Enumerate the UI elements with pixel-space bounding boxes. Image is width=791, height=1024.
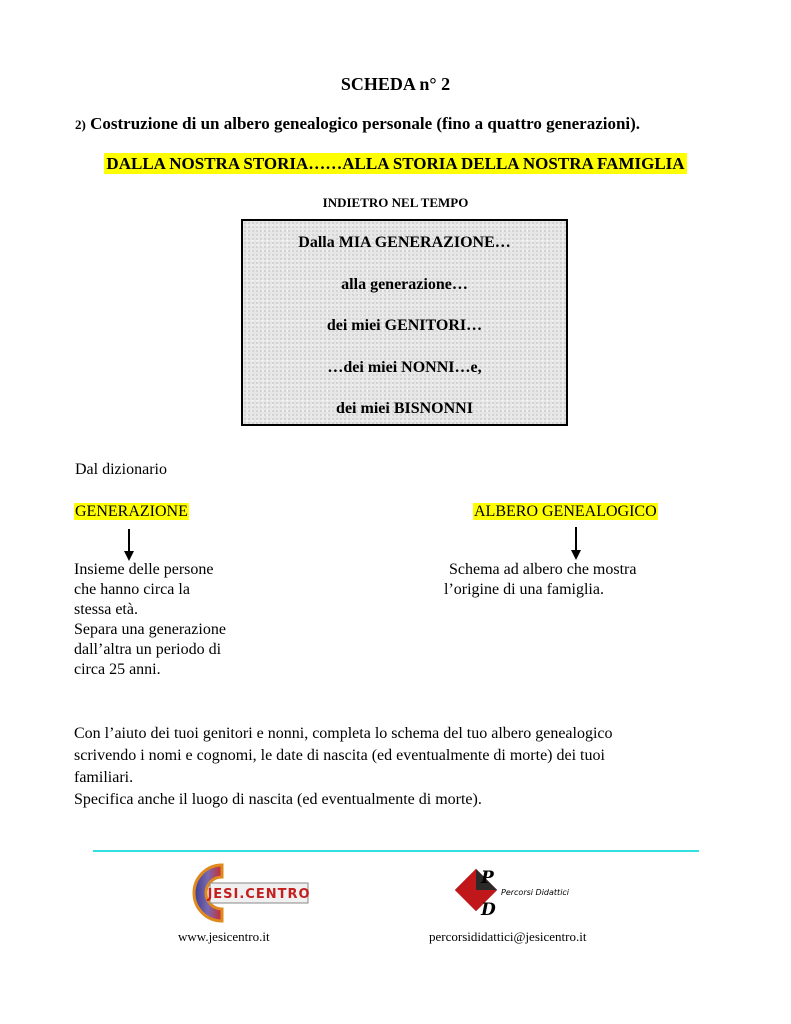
box-line: dei miei GENITORI… bbox=[326, 317, 483, 334]
box-line: …dei miei NONNI…e, bbox=[327, 359, 482, 376]
percorsi-didattici-logo bbox=[453, 863, 593, 919]
instruction-line: Con l’aiuto dei tuoi genitori e nonni, completa lo schema del tuo albero genealogico bbox=[74, 725, 613, 742]
instruction-line: familiari. bbox=[74, 769, 134, 786]
email-link[interactable]: percorsididattici@jesicentro.it bbox=[429, 929, 587, 944]
term-albero-label: ALBERO GENEALOGICO bbox=[474, 503, 657, 520]
footer-divider bbox=[93, 850, 699, 852]
box-line: dei miei BISNONNI bbox=[336, 400, 473, 417]
page-title: SCHEDA n° 2 bbox=[340, 74, 451, 94]
instruction-line: Specifica anche il luogo di nascita (ed eventualmente di morte). bbox=[74, 791, 482, 808]
instructions-paragraph bbox=[74, 723, 613, 811]
definition-line: dall’altra un periodo di bbox=[74, 641, 222, 658]
arrow-down-icon bbox=[571, 550, 581, 560]
jesicentro-logo bbox=[186, 861, 312, 925]
highlight-banner bbox=[0, 154, 791, 174]
arrow-down-icon bbox=[575, 527, 577, 550]
term-generazione-label: GENERAZIONE bbox=[75, 503, 188, 520]
definition-line: Schema ad albero che mostra bbox=[449, 561, 637, 578]
definition-line: circa 25 anni. bbox=[74, 661, 161, 678]
section-number: 2) bbox=[75, 117, 86, 132]
definition-line: Insieme delle persone bbox=[74, 561, 214, 578]
svg-text:P: P bbox=[481, 868, 494, 888]
svg-text:JESI.CENTRO: JESI.CENTRO bbox=[207, 887, 311, 902]
dictionary-label: Dal dizionario bbox=[75, 461, 167, 478]
box-line: alla generazione… bbox=[341, 276, 468, 293]
definition-generazione bbox=[74, 560, 226, 680]
arrow-down-icon bbox=[128, 529, 130, 551]
website-link[interactable]: www.jesicentro.it bbox=[178, 929, 270, 944]
instruction-line: scrivendo i nomi e cognomi, le date di nascita (ed eventualmente di morte) dei tuoi bbox=[74, 747, 605, 764]
definition-line: l’origine di una famiglia. bbox=[444, 581, 604, 598]
term-albero bbox=[473, 503, 658, 521]
svg-text:Percorsi Didattici: Percorsi Didattici bbox=[501, 888, 570, 897]
definition-line: Separa una generazione bbox=[74, 621, 226, 638]
section-heading bbox=[75, 114, 640, 134]
term-generazione bbox=[74, 503, 189, 521]
definition-albero bbox=[444, 560, 636, 600]
box-line: Dalla MIA GENERAZIONE… bbox=[298, 234, 511, 251]
banner-text: DALLA NOSTRA STORIA……ALLA STORIA DELLA NOSTRA FAMIGLIA bbox=[106, 154, 685, 173]
section-heading-text: Costruzione di un albero genealogico personale (fino a quattro generazioni). bbox=[85, 114, 641, 133]
generations-box bbox=[241, 219, 568, 426]
kicker-text: INDIETRO NEL TEMPO bbox=[322, 195, 469, 210]
definition-line: che hanno circa la bbox=[74, 581, 190, 598]
svg-text:D: D bbox=[481, 900, 496, 919]
definition-line: stessa età. bbox=[74, 601, 138, 618]
